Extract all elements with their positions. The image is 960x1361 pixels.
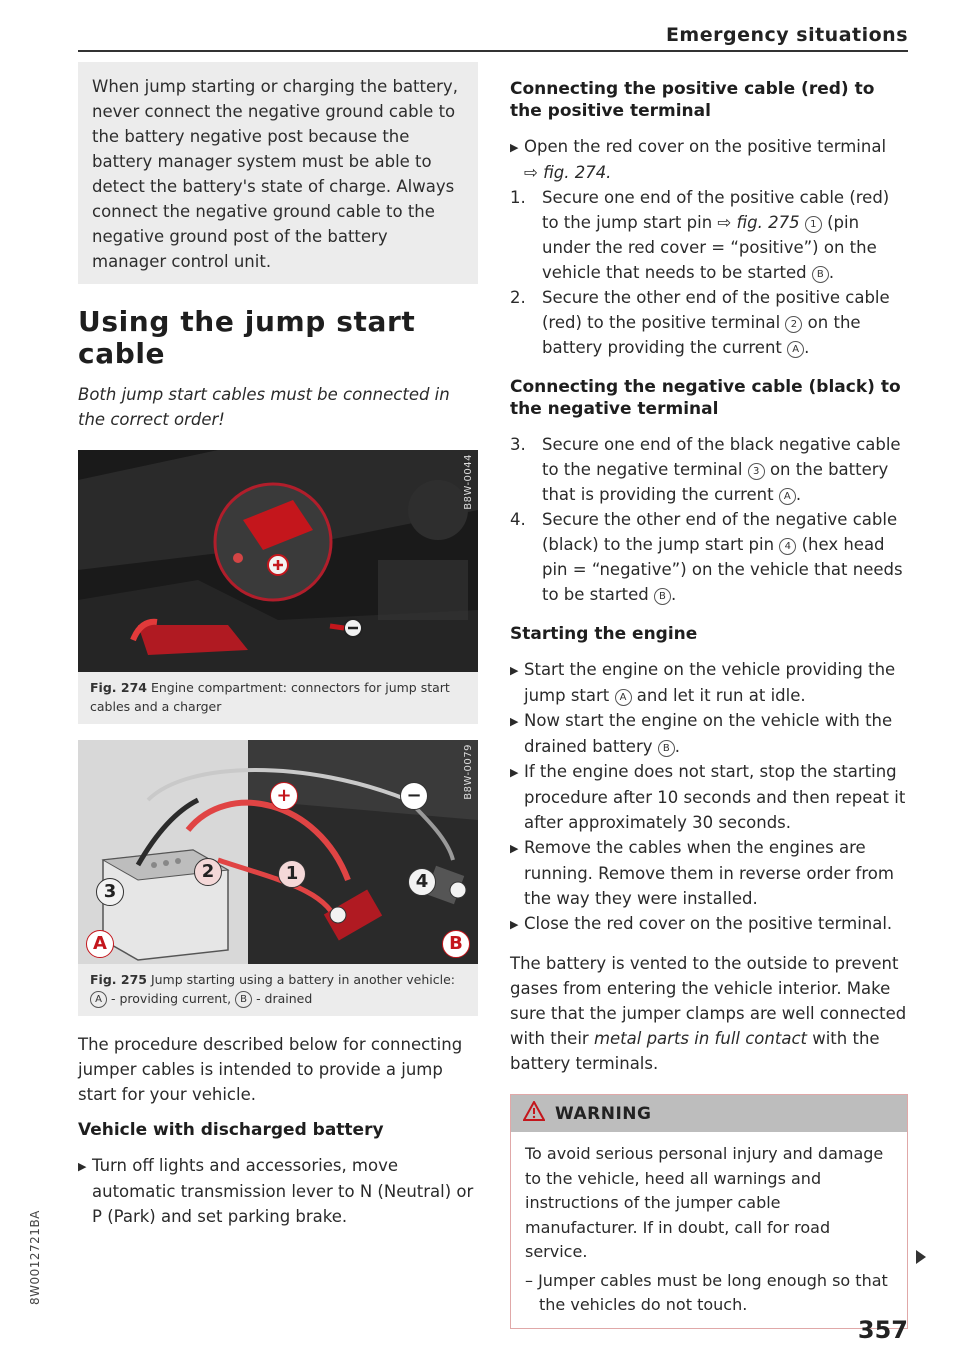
section-header-title: Emergency situations: [665, 24, 908, 46]
vehicle-heading: Vehicle with discharged battery: [78, 1120, 384, 1140]
vent-paragraph: The battery is vented to the outside to prevent gases from entering the vehicle interior. Make sure that the jumper clamps are well connected with their metal parts in full contact with the battery terminals.: [510, 954, 907, 1073]
figure-275-code: B8W-0079: [463, 744, 474, 800]
figure-274-image: [78, 450, 478, 672]
step-2: 2. Secure the other end of the positive cable (red) to the positive terminal 2 on the battery providing the current A .: [510, 288, 890, 357]
engine-compartment-illustration: [78, 450, 478, 672]
warning-title: WARNING: [555, 1103, 652, 1124]
circle-b-icon: B: [812, 266, 829, 283]
circle-b-icon: B: [235, 991, 252, 1008]
start-bullet-4: ▶ Remove the cables when the engines are running. Remove them in reverse order from the way they were installed.: [510, 838, 894, 908]
document-code: 8W0012721BA: [28, 1210, 42, 1305]
circle-a-icon: A: [787, 341, 804, 358]
figure-274-caption-text: Engine compartment: connectors for jump start cables and a charger: [90, 680, 450, 714]
start-bullet-2: ▶ Now start the engine on the vehicle with the drained battery B .: [510, 711, 893, 756]
figure-275-marker-2: 2: [194, 858, 222, 886]
warning-text: To avoid serious personal injury and damage to the vehicle, heed all warnings and instructions of the jumper cable manufacturer. If in doubt, call for road service.: [525, 1144, 884, 1261]
positive-bullet: ▶ Open the red cover on the positive terminal ⇨ fig. 274.: [510, 137, 887, 182]
fig-ref-275[interactable]: ⇨ fig. 275: [717, 213, 800, 232]
figure-275-label-B: B: [442, 930, 470, 958]
vehicle-bullet: ▶ Turn off lights and accessories, move automatic transmission lever to N (Neutral) or P (Park) and set parking brake.: [78, 1156, 474, 1226]
jump-start-illustration: [78, 740, 478, 964]
bullet-arrow-icon: ▶: [510, 918, 519, 931]
figure-274-caption: [78, 672, 478, 724]
circle-3-icon: 3: [748, 463, 765, 480]
figure-275-marker-1: 1: [278, 860, 306, 888]
figure-275-caption: [78, 964, 478, 1016]
figure-275-b-text: - drained: [256, 991, 313, 1006]
warning-item-1: – Jumper cables must be long enough so that the vehicles do not touch.: [525, 1270, 888, 1314]
bullet-arrow-icon: ▶: [510, 766, 519, 779]
step-3: 3. Secure one end of the black negative cable to the negative terminal 3 on the battery that is providing the current A .: [510, 435, 901, 504]
starting-heading: Starting the engine: [510, 624, 698, 644]
warning-box: [510, 1094, 908, 1329]
warning-header: [511, 1095, 907, 1132]
figure-275-label-A: A: [86, 930, 114, 958]
start-bullet-5: ▶ Close the red cover on the positive terminal.: [510, 911, 908, 937]
warning-body: [511, 1132, 907, 1328]
circle-a-icon: A: [779, 488, 796, 505]
bullet-arrow-icon: ▶: [510, 664, 519, 677]
bullet-arrow-icon: ▶: [510, 842, 519, 855]
circle-4-icon: 4: [779, 538, 796, 555]
continue-arrow-icon: [916, 1250, 926, 1264]
negative-heading: Connecting the negative cable (black) to the negative terminal: [510, 377, 901, 419]
figure-275-minus-mark: −: [400, 782, 428, 810]
warning-triangle-icon: [523, 1101, 545, 1126]
figure-275-label: Fig. 275: [90, 972, 147, 987]
figure-275-plus-mark: +: [270, 782, 298, 810]
step-1: 1. Secure one end of the positive cable (red) to the jump start pin ⇨ fig. 275 1 (pin under the red cover = “positive”) on the vehicle that needs to be started B .: [510, 188, 890, 282]
circle-a-icon: A: [615, 689, 632, 706]
step-4: 4. Secure the other end of the negative cable (black) to the jump start pin 4 (hex head pin = “negative”) on the vehicle that needs to be started B .: [510, 510, 903, 604]
procedure-intro: The procedure described below for connecting jumper cables is intended to provide a jump start for your vehicle.: [78, 1035, 463, 1104]
circle-b-icon: B: [654, 588, 671, 605]
figure-275-a-text: - providing current,: [110, 991, 232, 1006]
bullet-arrow-icon: ▶: [78, 1160, 87, 1173]
figure-275-image: [78, 740, 478, 964]
figure-275-caption-prefix: Jump starting using a battery in another vehicle:: [150, 972, 455, 987]
circle-a-icon: A: [90, 991, 107, 1008]
figure-275-marker-4: 4: [408, 868, 436, 896]
section-title: Using the jump start cable: [78, 305, 416, 370]
circle-b-icon: B: [658, 740, 675, 757]
note-box: When jump starting or charging the battery, never connect the negative ground cable to the battery negative post because the battery manager system must be able to detect the battery's state of charge. Always connect the negative ground cable to the negative ground post of the battery manager control unit.: [78, 62, 478, 284]
figure-275-marker-3: 3: [96, 878, 124, 906]
page-number: 357: [857, 1316, 908, 1344]
figure-274-code: B8W-0044: [463, 454, 474, 510]
section-intro: Both jump start cables must be connected in the correct order!: [78, 385, 450, 429]
positive-heading: Connecting the positive cable (red) to the positive terminal: [510, 79, 875, 121]
circle-1-icon: 1: [805, 216, 822, 233]
left-column: [78, 62, 478, 1229]
figure-274-label: Fig. 274: [90, 680, 147, 695]
circle-2-icon: 2: [785, 316, 802, 333]
start-bullet-3: ▶ If the engine does not start, stop the starting procedure after 10 seconds and then repeat it after approximately 30 seconds.: [510, 762, 906, 832]
right-column: [510, 74, 908, 1329]
bullet-arrow-icon: ▶: [510, 141, 519, 154]
bullet-arrow-icon: ▶: [510, 715, 519, 728]
start-bullet-1: ▶ Start the engine on the vehicle providing the jump start A and let it run at idle.: [510, 660, 896, 705]
fig-ref-274[interactable]: ⇨ fig. 274.: [524, 163, 612, 182]
header-rule: [78, 50, 908, 52]
